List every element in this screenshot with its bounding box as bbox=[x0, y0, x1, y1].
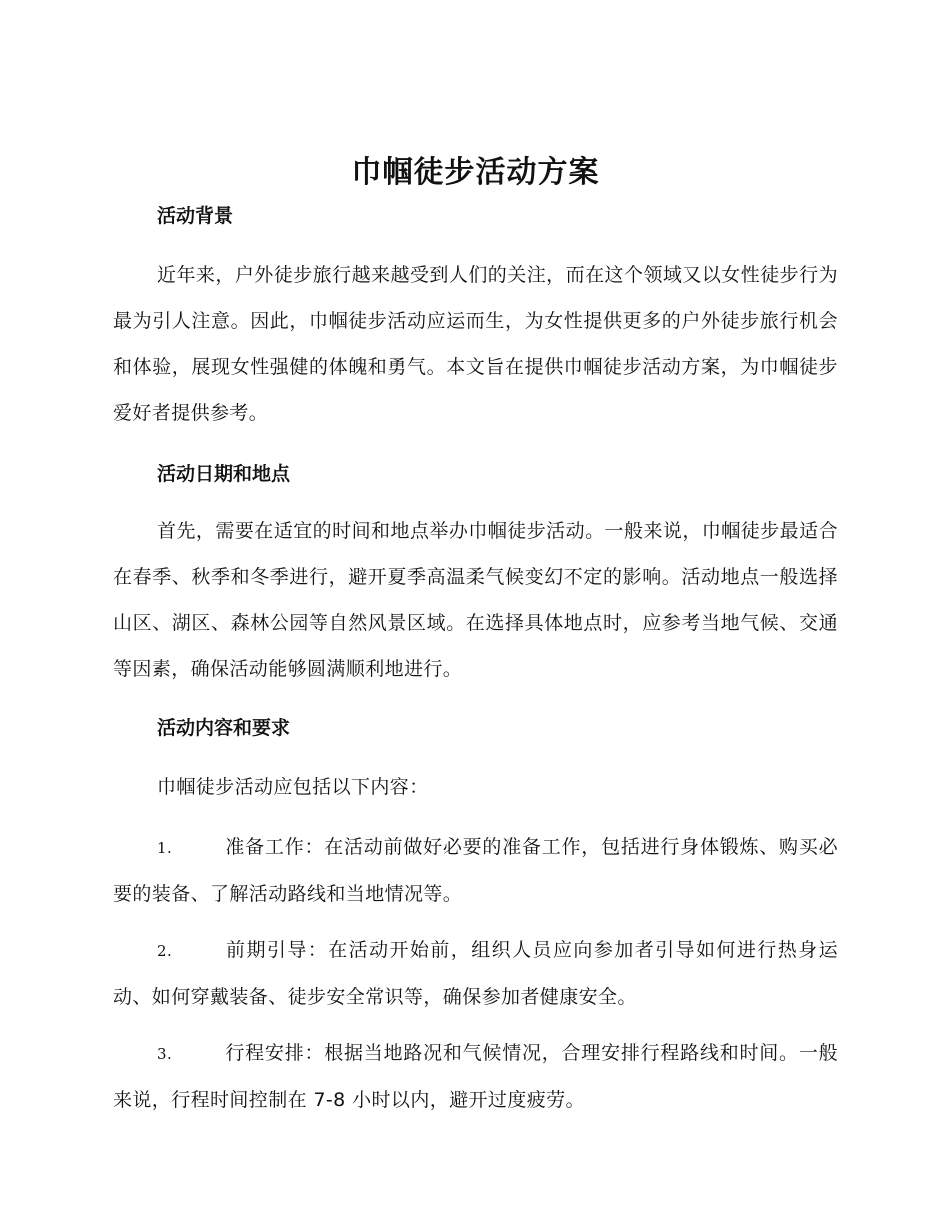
paragraph-date-location: 首先，需要在适宜的时间和地点举办巾帼徒步活动。一般来说，巾帼徒步最适合在春季、秋季和冬季进行，避开夏季高温柔气候变幻不定的影响。活动地点一般选择山区、湖区、森林公园等自然风景区域。在选择具体地点时，应参考当地气候、交通等因素，确保活动能够圆满顺利地进行。 bbox=[113, 520, 838, 680]
paragraph-background: 近年来，户外徒步旅行越来越受到人们的关注，而在这个领域又以女性徒步行为最为引人注意。因此，巾帼徒步活动应运而生，为女性提供更多的户外徒步旅行机会和体验，展现女性强健的体魄和勇气。本文旨在提供巾帼徒步活动方案，为巾帼徒步爱好者提供参考。 bbox=[113, 264, 838, 424]
list-item-number: 1. bbox=[157, 839, 173, 857]
document-body bbox=[113, 148, 838, 1123]
list-item-text: 准备工作：在活动前做好必要的准备工作，包括进行身体锻炼、购买必要的装备、了解活动路线和当地情况等。 bbox=[113, 836, 838, 905]
list-item-text: 前期引导：在活动开始前，组织人员应向参加者引导如何进行热身运动、如何穿戴装备、徒步安全常识等，确保参加者健康安全。 bbox=[113, 939, 838, 1008]
document-title: 巾帼徒步活动方案 bbox=[351, 155, 600, 190]
section-heading-background: 活动背景 bbox=[157, 205, 234, 227]
section-heading-date-location: 活动日期和地点 bbox=[157, 463, 291, 485]
list-item-number: 2. bbox=[157, 942, 173, 960]
section-heading-content-requirements: 活动内容和要求 bbox=[157, 717, 291, 739]
list-item bbox=[113, 927, 838, 1020]
list-item-text: 行程安排：根据当地路况和气候情况，合理安排行程路线和时间。一般来说，行程时间控制在 7-8 小时以内，避开过度疲劳。 bbox=[113, 1042, 838, 1111]
paragraph-content-intro: 巾帼徒步活动应包括以下内容： bbox=[157, 776, 429, 798]
list-item bbox=[113, 824, 838, 917]
list-item bbox=[113, 1030, 838, 1123]
list-item-number: 3. bbox=[157, 1045, 173, 1063]
